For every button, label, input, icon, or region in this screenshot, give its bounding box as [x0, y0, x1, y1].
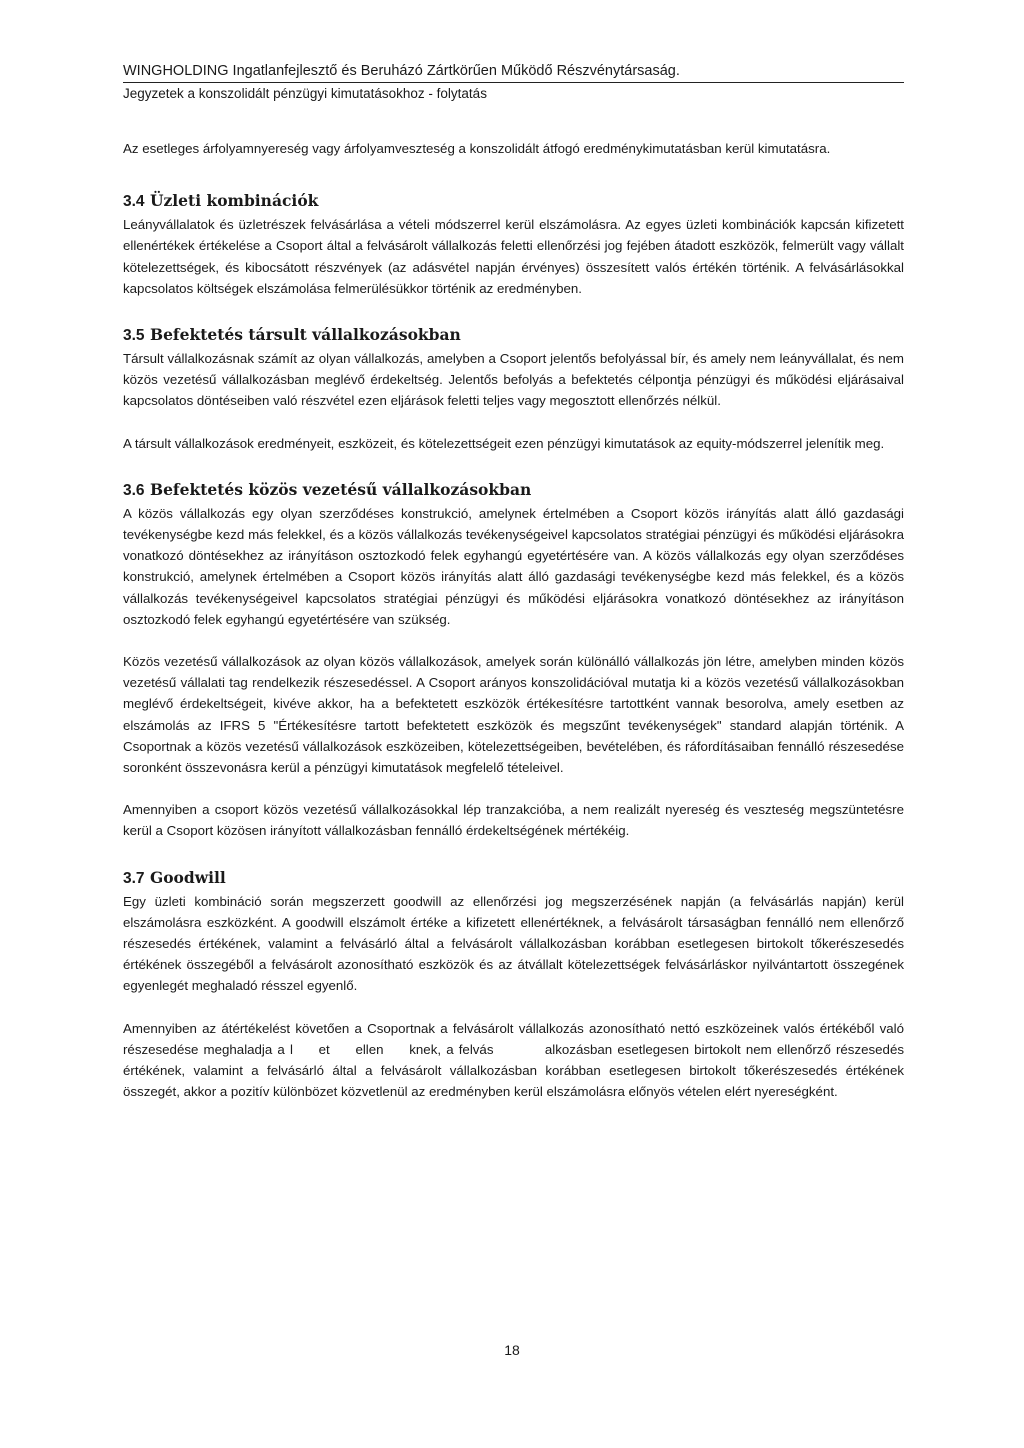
- intro-paragraph: Az esetleges árfolyamnyereség vagy árfolyamveszteség a konszolidált átfogó eredménykimutatásban kerül kimutatásra.: [123, 141, 831, 156]
- section-heading-3-5: [123, 325, 904, 346]
- section-heading-3-4: [123, 191, 904, 212]
- section-3-5-paragraph-2: A társult vállalkozások eredményeit, eszközeit, és kötelezettségeit ezen pénzügyi kimutatások az equity-módszerrel jelenítik meg.: [123, 435, 885, 451]
- running-header: [123, 62, 904, 103]
- section-3-6-paragraph-2: Közös vezetésű vállalkozások az olyan közös vállalkozások, amelyek során különálló vállalkozás jön létre, amelyben minden közös vezetésű vállalati tag rendelkezik részesedéssel. A Csoport arányos konszolidációval mutatja ki a közös vezetésű vállalkozásokban meglévő érdekeltségeit, kivéve akkor, ha a befektetett eszközök értékesítésre tartottként vannak besorolva, amely esetben az elszámolás az IFRS 5 "Értékesítésre tartott befektetett eszközök és megszűnt tevékenységek" standard alapján történik. A Csoportnak a közös vezetésű vállalkozások eszközeiben, kötelezettségeiben, bevételében, és ráfordításaiban fennálló részesedése soronként összevonásra kerül a pénzügyi kimutatások megfelelő tételeivel.: [123, 654, 904, 776]
- header-subtitle: Jegyzetek a konszolidált pénzügyi kimutatásokhoz - folytatás: [123, 86, 487, 101]
- company-name: WINGHOLDING Ingatlanfejlesztő és Beruházó Zártkörűen Működő Részvénytársaság.: [123, 63, 680, 79]
- section-3-4-paragraph-1: Leányvállalatok és üzletrészek felvásárlása a vételi módszerrel kerül elszámolásra. Az egyes üzleti kombinációk kapcsán kifizetett ellenértékek értékelése a Csoport által a felvásárolt vállalkozás feletti ellenőrzési jog fejében átadott eszközök, felmerült vagy vállalt kötelezettségek, és kibocsátott részvények (az adásvétel napján érvényes) összesített valós értékén történik. A felvásárlásokkal kapcsolatos költségek elszámolása felmerülésükkor történik az eredményben.: [123, 217, 904, 296]
- section-3-6-paragraph-3: Amennyiben a csoport közös vezetésű vállalkozásokkal lép tranzakcióba, a nem realizált nyereség és veszteség megszüntetésre kerül a Csoport közösen irányított vállalkozásban fennálló érdekeltségének mértékéig.: [123, 802, 904, 839]
- section-3-5-paragraph-1: Társult vállalkozásnak számít az olyan vállalkozás, amelyben a Csoport jelentős befolyással bír, és amely nem leányvállalat, és nem közös vezetésű vállalkozásban meglévő érdekeltség. Jelentős befolyás a befektetés célpontja pénzügyi és működési eljárásaival kapcsolatos döntéseiben való részvétel ezen eljárások feletti teljes vagy megosztott ellenőrzés nélkül.: [123, 351, 904, 409]
- section-heading-3-7: [123, 868, 904, 889]
- section-title: Üzleti kombinációk: [149, 191, 319, 211]
- header-rule: [123, 82, 904, 83]
- section-3-6-paragraph-1: A közös vállalkozás egy olyan szerződéses konstrukció, amelynek értelmében a Csoport közös irányítás alatt álló gazdasági tevékenységbe kezd más felekkel, és a közös vállalkozás tevékenységeivel kapcsolatos stratégiai pénzügyi és működési eljárásokra vonatkozó döntésekhez az irányításon osztozkodó felek egyhangú egyetértésére van. A közös vállalkozás egy olyan szerződéses konstrukció, amelynek értelmében a Csoport közös irányítás alatt álló gazdasági tevékenységbe kezd más felekkel, és a közös vállalkozás tevékenységeivel kapcsolatos stratégiai pénzügyi és működési eljárásokra vonatkozó döntésekhez az irányításon osztozkodó felek egyhangú egyetértésére van szükség.: [123, 505, 904, 627]
- section-title: Befektetés társult vállalkozásokban: [149, 325, 461, 345]
- section-3-7-paragraph-2: Amennyiben az átértékelést követően a Csoportnak a felvásárolt vállalkozás azonosítható nettó eszközeinek valós értékéből való részesedése meghaladja a l et ellen knek, a felvás alkozásban esetlegesen birtokolt nem ellenőrző részesedés értékének, valamint a felvásárló által a felvásárolt vállalkozásban korábban esetlegesen birtokolt tőkerészesedés értékének összegét, akkor a pozitív különbözet közvetlenül az eredményben kerül elszámolásra előnyös vételen elért nyereségként.: [123, 1020, 908, 1100]
- section-3-7-paragraph-1: Egy üzleti kombináció során megszerzett goodwill az ellenőrzési jog megszerzésének napján (a felvásárlás napján) kerül elszámolásra eszközként. A goodwill elszámolt értéke a kifizetett ellenértéknek, a felvásárolt társaságban fennálló nem ellenőrző részesedés értékének, valamint a felvásárló által a felvásárolt vállalkozásban korábban esetlegesen birtokolt tőkerészesedés értékének összegéből a felvásárolt azonosítható eszközök és az átvállalt kötelezettségek felvásárláskor nyilvántartott összegének egyenlegét meghaladó résszel egyenlő.: [123, 893, 904, 994]
- section-title: Befektetés közös vezetésű vállalkozásokban: [149, 479, 532, 499]
- document-page: [123, 62, 908, 1103]
- section-number: 3.7: [123, 869, 145, 887]
- section-number: 3.4: [123, 193, 145, 211]
- section-heading-3-6: [123, 480, 904, 501]
- section-number: 3.5: [123, 327, 145, 345]
- page-number: 18: [504, 1342, 520, 1358]
- section-number: 3.6: [123, 481, 145, 499]
- section-title: Goodwill: [149, 867, 226, 887]
